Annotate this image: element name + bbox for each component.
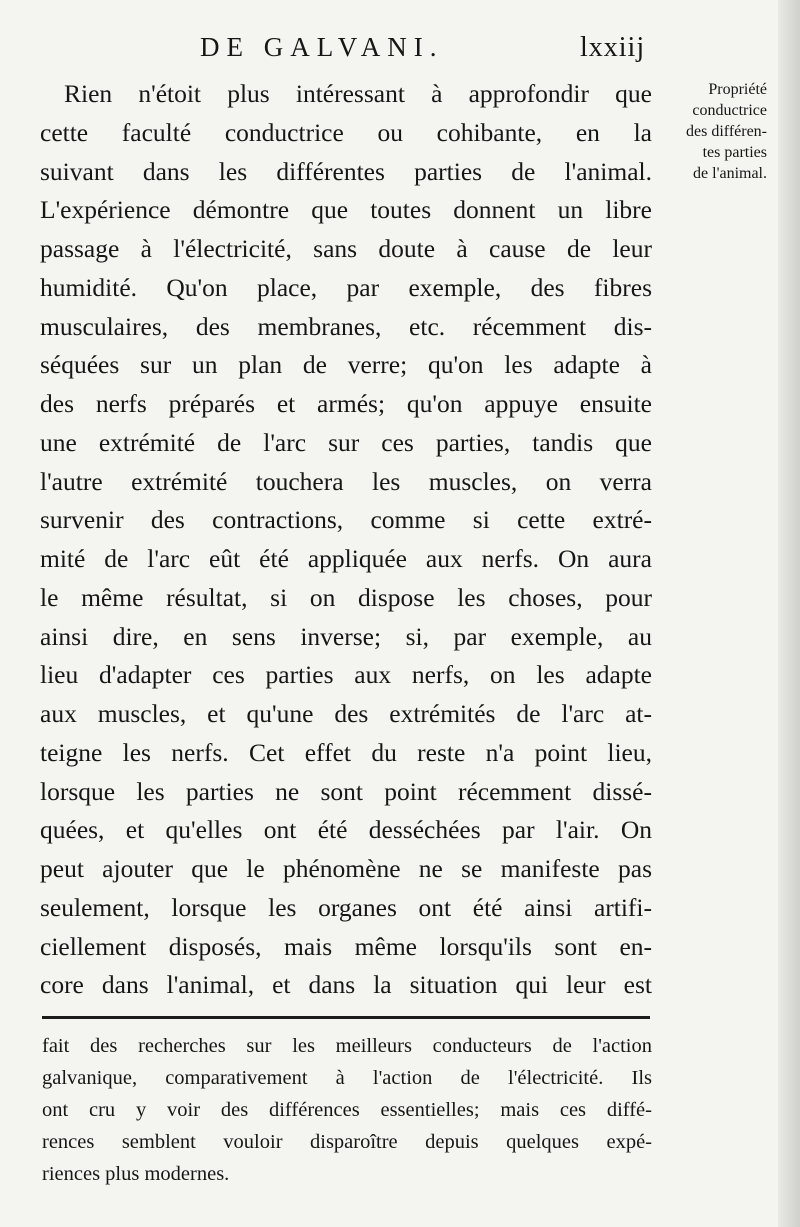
text-line: ciellement disposés, mais même lorsqu'ils sont en-	[40, 931, 652, 961]
page-header	[0, 28, 800, 68]
marginal-note-line: des différen-	[686, 123, 767, 140]
text-line: peut ajouter que le phénomène ne se manifeste pas	[40, 854, 652, 883]
text-line: suivant dans les différentes parties de l'animal.	[40, 156, 652, 186]
footnote-line: riences plus modernes.	[42, 1163, 230, 1185]
text-line: aux muscles, et qu'une des extrémités de l'arc at-	[40, 699, 652, 728]
marginal-note-line: conductrice	[692, 102, 767, 119]
text-line: Rien n'étoit plus intéressant à approfondir que	[64, 79, 652, 108]
text-line: L'expérience démontre que toutes donnent un libre	[40, 195, 652, 225]
text-line: l'autre extrémité touchera les muscles, on verra	[40, 466, 652, 496]
running-head: DE GALVANI.	[200, 32, 444, 62]
text-line: cette faculté conductrice ou cohibante, en la	[40, 117, 652, 147]
text-line: humidité. Qu'on place, par exemple, des fibres	[40, 272, 652, 302]
marginal-note-line: tes parties	[702, 144, 767, 161]
text-line: mité de l'arc eût été appliquée aux nerfs. On aura	[40, 544, 652, 573]
footnote-line: fait des recherches sur les meilleurs conducteurs de l'action	[42, 1035, 652, 1057]
marginal-note-line: de l'animal.	[693, 165, 767, 182]
text-line: passage à l'électricité, sans doute à cause de leur	[40, 234, 652, 263]
main-paragraph	[40, 75, 652, 1005]
text-line: teigne les nerfs. Cet effet du reste n'a point lieu,	[40, 737, 652, 767]
text-line: survenir des contractions, comme si cette extré-	[40, 505, 652, 535]
footnote-divider	[42, 1016, 650, 1019]
text-line: lorsque les parties ne sont point récemment dissé-	[40, 776, 652, 806]
text-line: quées, et qu'elles ont été desséchées par l'air. On	[40, 815, 652, 845]
marginal-note-line: Propriété	[708, 81, 767, 98]
text-line: lieu d'adapter ces parties aux nerfs, on les adapte	[40, 660, 652, 690]
text-line: des nerfs préparés et armés; qu'on appuye ensuite	[40, 389, 652, 418]
footnote	[42, 1030, 652, 1190]
text-line: seulement, lorsque les organes ont été ainsi artifi-	[40, 892, 652, 922]
footnote-line: rences semblent vouloir disparoître depuis quelques expé-	[42, 1131, 652, 1153]
text-line: core dans l'animal, et dans la situation qui leur est	[40, 970, 652, 1000]
marginal-note	[655, 79, 767, 184]
text-line: séquées sur un plan de verre; qu'on les adapte à	[40, 350, 652, 380]
text-line: une extrémité de l'arc sur ces parties, tandis que	[40, 427, 652, 457]
footnote-line: ont cru y voir des différences essentielles; mais ces diffé-	[42, 1099, 652, 1121]
text-line: ainsi dire, en sens inverse; si, par exemple, au	[40, 621, 652, 651]
text-line: le même résultat, si on dispose les choses, pour	[40, 582, 652, 612]
page-number: lxxiij	[580, 32, 646, 63]
page-gutter-shadow	[778, 0, 800, 1227]
text-line: musculaires, des membranes, etc. récemment dis-	[40, 311, 652, 341]
footnote-line: galvanique, comparativement à l'action de l'électricité. Ils	[42, 1067, 652, 1089]
